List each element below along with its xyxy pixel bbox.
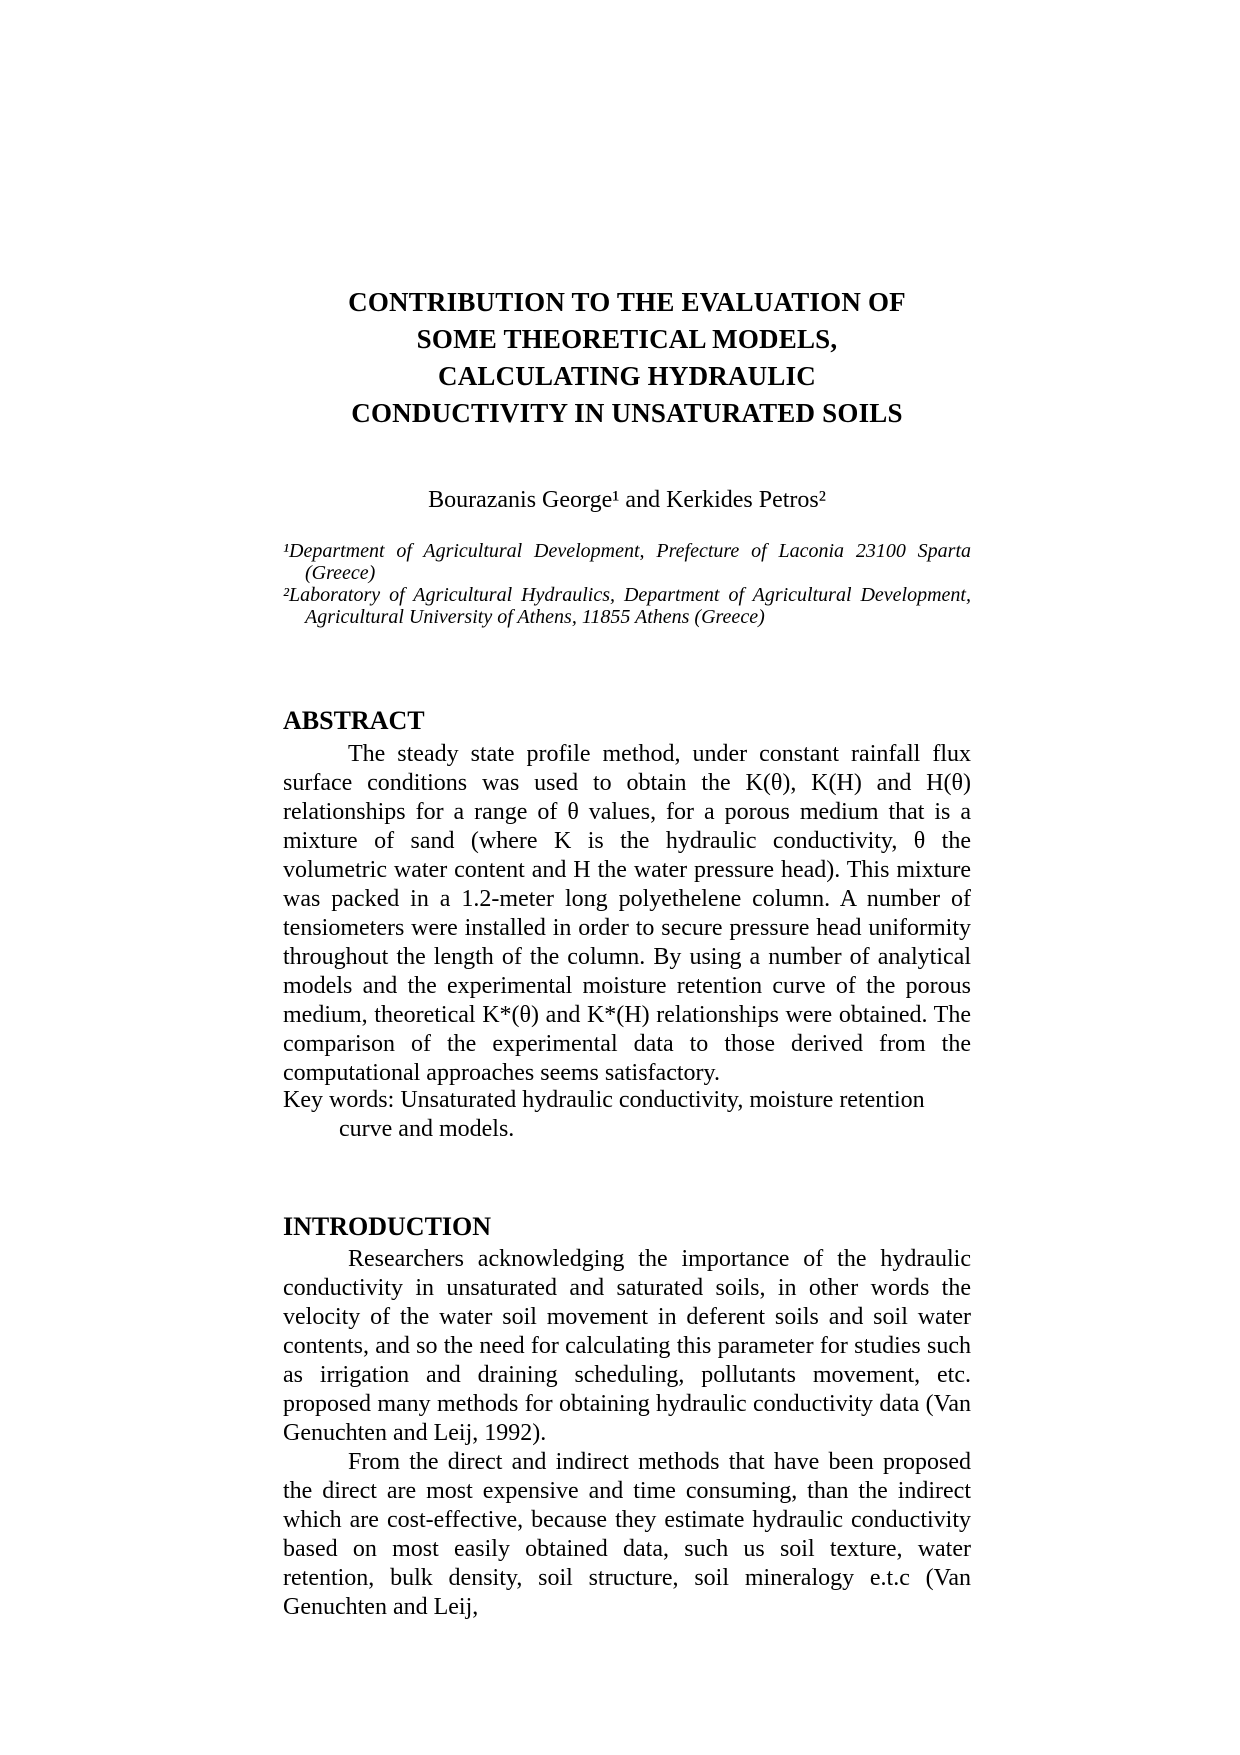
paper-title xyxy=(283,284,971,432)
introduction-paragraph-2: From the direct and indirect methods that have been proposed the direct are most expensive and time consuming, than the indirect which are cost-effective, because they estimate hydraulic conductivity based on most easily obtained data, such us soil texture, water retention, bulk density, soil structure, soil mineralogy e.t.c (Van Genuchten and Leij, xyxy=(283,1449,971,1620)
affiliations-block xyxy=(283,540,971,628)
paper-title-line-1: CONTRIBUTION TO THE EVALUATION OF xyxy=(348,287,906,318)
abstract-heading: ABSTRACT xyxy=(283,705,425,735)
abstract-body xyxy=(283,740,971,1088)
introduction-body xyxy=(283,1245,971,1622)
introduction-paragraph-1: Researchers acknowledging the importance of the hydraulic conductivity in unsaturated and saturated soils, in other words the velocity of the water soil movement in deferent soils and soil water contents, and so the need for calculating this parameter for studies such as irrigation and draining scheduling, pollutants movement, etc. proposed many methods for obtaining hydraulic conductivity data (Van Genuchten and Leij, 1992). xyxy=(283,1246,971,1446)
paper-title-line-4: CONDUCTIVITY IN UNSATURATED SOILS xyxy=(351,398,903,429)
text-column xyxy=(283,0,971,1755)
paper-title-line-2: SOME THEORETICAL MODELS, xyxy=(416,324,838,355)
abstract-paragraph: The steady state profile method, under constant rainfall flux surface conditions was used to obtain the K(θ), K(H) and H(θ) relationships for a range of θ values, for a porous medium that is a mixture of sand (where K is the hydraulic conductivity, θ the volumetric water content and H the water pressure head). This mixture was packed in a 1.2-meter long polyethelene column. A number of tensiometers were installed in order to secure pressure head uniformity throughout the length of the column. By using a number of analytical models and the experimental moisture retention curve of the porous medium, theoretical K*(θ) and K*(H) relationships were obtained. The comparison of the experimental data to those derived from the computational approaches seems satisfactory. xyxy=(283,741,971,1086)
keywords: Key words: Unsaturated hydraulic conductivity, moisture retention curve and models. xyxy=(283,1087,925,1142)
affiliation-1: ¹Department of Agricultural Development, Prefecture of Laconia 23100 Sparta (Greece) xyxy=(283,540,971,584)
introduction-heading: INTRODUCTION xyxy=(283,1211,492,1241)
paper-title-line-3: CALCULATING HYDRAULIC xyxy=(438,361,816,392)
authors-line: Bourazanis George¹ and Kerkides Petros² xyxy=(428,487,826,513)
affiliation-2: ²Laboratory of Agricultural Hydraulics, Department of Agricultural Development, Agricultural University of Athens, 11855 Athens (Greece) xyxy=(283,584,971,628)
